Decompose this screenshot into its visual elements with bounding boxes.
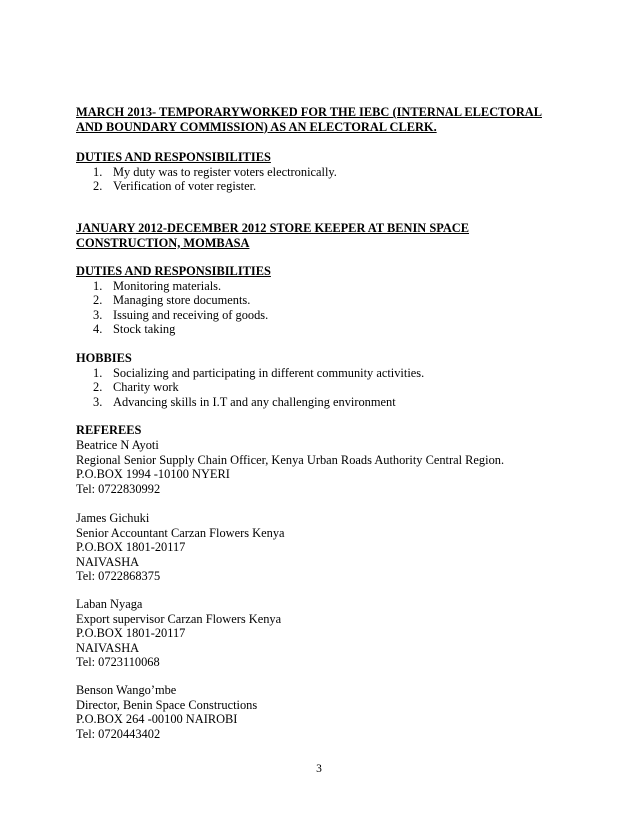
benin-heading [76, 221, 578, 250]
list-item [76, 380, 578, 395]
list-number: 4. [93, 322, 103, 337]
referees-heading: REFEREES [76, 423, 142, 437]
referee-city: NAIVASHA [76, 640, 140, 655]
iebc-duties-heading: DUTIES AND RESPONSIBILITIES [76, 150, 271, 164]
list-number: 2. [93, 380, 103, 395]
benin-heading-line1: JANUARY 2012-DECEMBER 2012 STORE KEEPER AT BENIN SPACE [76, 221, 470, 235]
referee-city: NAIVASHA [76, 554, 140, 569]
list-number: 1. [93, 278, 103, 293]
page-number: 3 [316, 763, 322, 775]
referee-name: Laban Nyaga [76, 597, 143, 611]
list-number: 1. [93, 365, 103, 380]
list-number: 3. [93, 307, 103, 322]
referee-name: Benson Wango’mbe [76, 683, 177, 697]
list-item [76, 395, 578, 410]
referee-address: P.O.BOX 1994 -10100 NYERI [76, 467, 230, 482]
hobbies-list [76, 366, 578, 410]
referee-4 [76, 683, 578, 741]
referee-phone: Tel: 0723110068 [76, 655, 160, 670]
referee-name: James Gichuki [76, 511, 150, 525]
referee-phone: Tel: 0720443402 [76, 726, 161, 741]
referee-2 [76, 511, 578, 584]
referee-3 [76, 597, 578, 670]
list-text: Advancing skills in I.T and any challenging environment [113, 394, 396, 409]
iebc-heading [76, 105, 578, 134]
referee-title: Export supervisor Carzan Flowers Kenya [76, 611, 282, 626]
list-text: Issuing and receiving of goods. [113, 307, 269, 322]
list-item [76, 366, 578, 381]
referee-1 [76, 438, 578, 496]
referee-phone: Tel: 0722868375 [76, 569, 161, 584]
iebc-duties [76, 150, 578, 194]
referee-address: P.O.BOX 1801-20117 [76, 540, 186, 555]
benin-heading-line2: CONSTRUCTION, MOMBASA [76, 235, 250, 250]
list-number: 2. [93, 179, 103, 194]
referee-title: Senior Accountant Carzan Flowers Kenya [76, 525, 285, 540]
benin-duties-heading: DUTIES AND RESPONSIBILITIES [76, 264, 271, 278]
list-number: 1. [93, 164, 103, 179]
iebc-heading-line1: MARCH 2013- TEMPORARYWORKED FOR THE IEBC (INTERNAL ELECTORAL [76, 105, 542, 119]
list-item [76, 179, 578, 194]
list-text: Managing store documents. [113, 293, 251, 308]
list-text: Monitoring materials. [113, 278, 222, 293]
hobbies-section [76, 351, 578, 409]
benin-duties [76, 264, 578, 337]
list-item [76, 293, 578, 308]
iebc-duties-list [76, 165, 578, 194]
list-item [76, 279, 578, 294]
hobbies-heading: HOBBIES [76, 351, 132, 365]
referee-name: Beatrice N Ayoti [76, 438, 159, 452]
list-text: My duty was to register voters electronically. [113, 164, 337, 179]
list-number: 2. [93, 293, 103, 308]
referee-address: P.O.BOX 1801-20117 [76, 626, 186, 641]
list-number: 3. [93, 394, 103, 409]
list-text: Socializing and participating in different community activities. [113, 365, 425, 380]
list-text: Stock taking [113, 322, 176, 337]
list-text: Verification of voter register. [113, 179, 257, 194]
referee-address: P.O.BOX 264 -00100 NAIROBI [76, 712, 238, 727]
referee-title: Regional Senior Supply Chain Officer, Kenya Urban Roads Authority Central Region. [76, 452, 505, 467]
list-item [76, 322, 578, 337]
referee-phone: Tel: 0722830992 [76, 481, 161, 496]
referee-title: Director, Benin Space Constructions [76, 697, 258, 712]
list-text: Charity work [113, 380, 179, 395]
benin-duties-list [76, 279, 578, 337]
list-item [76, 308, 578, 323]
list-item [76, 165, 578, 180]
iebc-heading-line2: AND BOUNDARY COMMISSION) AS AN ELECTORAL CLERK. [76, 119, 437, 134]
referees-heading-block [76, 423, 578, 438]
